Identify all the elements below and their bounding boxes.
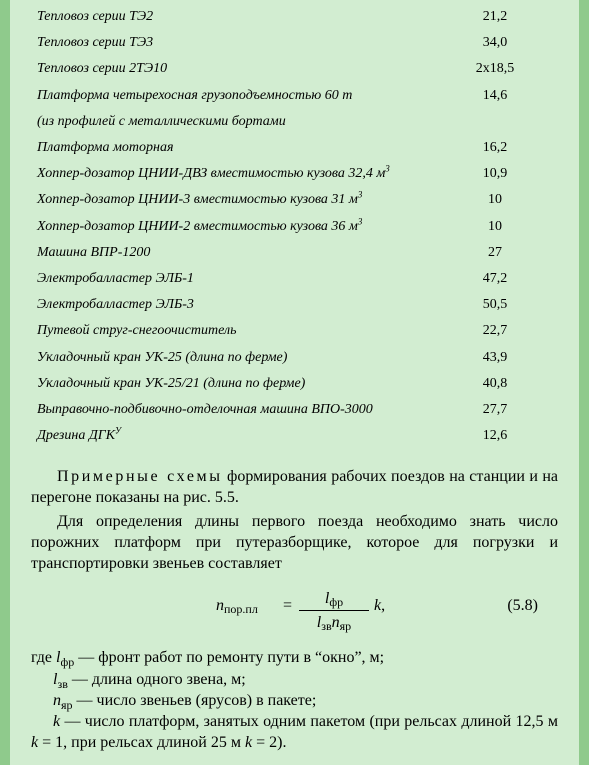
vehicle-name: Дрезина $ДГК^У$ (37, 425, 122, 444)
fraction-bar (299, 610, 369, 611)
table-row (31, 135, 558, 161)
formula-5-8 (31, 588, 558, 640)
vehicle-name: Хоппер-дозатор ЦНИИ-3 вместимостью кузова 31 $м^3$ (37, 189, 363, 208)
vehicle-length-value: 40,8 (482, 375, 508, 391)
vehicle-length-value: 27 (488, 244, 502, 260)
table-row (31, 371, 558, 397)
formula-numerator: $l_{фр}$ (324, 590, 344, 609)
table-row (31, 30, 558, 56)
table-row (31, 266, 558, 292)
vehicle-name: Тепловоз серии ТЭ3 (37, 35, 154, 51)
table-row (31, 161, 558, 187)
vehicle-name: Путевой струг-снегоочиститель (37, 323, 237, 339)
formula-equals: = (283, 597, 293, 614)
where-line-3: $n_{яр}$ — число звеньев (ярусов) в пакете; (53, 692, 317, 712)
where-line-1: где $l_{фр}$ — фронт работ по ремонту пути в “окно”, м; (31, 649, 385, 669)
table-row (31, 344, 558, 370)
table-row (31, 240, 558, 266)
table-row (31, 214, 558, 240)
table-row (31, 109, 558, 135)
table-row (31, 318, 558, 344)
vehicle-length-value: 21,2 (482, 9, 508, 25)
where-line-4: k — число платформ, занятых одним пакетом (при рельсах длиной 12,5 м k = 1, при рельсах длиной 25 м k = 2). (31, 713, 558, 751)
left-margin-stripe (0, 0, 10, 765)
table-row (31, 83, 558, 109)
vehicle-name: Укладочный кран УК-25 (длина по ферме) (37, 349, 288, 365)
vehicle-name: Платформа четырехосная грузоподъемностью 60 т (37, 87, 353, 103)
vehicle-name: Выправочно-подбивочно-отделочная машина ВПО-3000 (37, 401, 373, 417)
table-row (31, 397, 558, 423)
vehicle-name: Тепловоз серии 2ТЭ10 (37, 61, 168, 77)
vehicle-length-value: 43,9 (482, 349, 508, 365)
vehicle-length-value: 10 (488, 192, 502, 208)
table-row (31, 423, 558, 449)
formula-lhs: $n_{пор.пл}$ (216, 597, 258, 616)
vehicle-length-value: 2x18,5 (475, 61, 515, 77)
vehicle-name: Тепловоз серии ТЭ2 (37, 9, 154, 25)
paragraph-schemes (31, 466, 558, 508)
spaced-lead: Примерные схемы (57, 468, 223, 485)
vehicle-length-value: 10,9 (482, 166, 508, 182)
vehicle-length-value: 34,0 (482, 35, 508, 51)
vehicle-length-value: 50,5 (482, 297, 508, 313)
where-line-2: $l_{зв}$ — длина одного звена, м; (53, 671, 246, 691)
vehicle-name: Укладочный кран УК-25/21 (длина по ферме) (37, 375, 306, 391)
paragraph-schemes-rest: формирования рабочих поездов на станции и на перегоне показаны на рис. 5.5. (31, 468, 558, 506)
table-row (31, 292, 558, 318)
paragraph-definition: Для определения длины первого поезда необходимо знать число порожних платформ при путеразборщике, которое для погрузки и транспортировки звеньев составляет (31, 513, 558, 572)
vehicle-name: Платформа моторная (37, 140, 174, 156)
vehicle-name: Машина ВПР-1200 (37, 244, 151, 260)
vehicle-length-value: 10 (488, 218, 502, 234)
vehicle-length-value: 22,7 (482, 323, 508, 339)
vehicle-length-value: 47,2 (482, 270, 508, 286)
table-row (31, 187, 558, 213)
vehicle-length-value: 12,6 (482, 428, 508, 444)
formula-number: (5.8) (507, 597, 538, 614)
vehicle-name: Электробалластер ЭЛБ-3 (37, 297, 194, 313)
vehicle-name: Электробалластер ЭЛБ-1 (37, 270, 194, 286)
vehicle-name: Хоппер-дозатор ЦНИИ-2 вместимостью кузова 36 $м^3$ (37, 215, 363, 234)
vehicle-name: Хоппер-дозатор ЦНИИ-ДВЗ вместимостью кузова 32,4 $м^3$ (37, 163, 390, 182)
table-row (31, 4, 558, 30)
vehicle-length-value: 16,2 (482, 140, 508, 156)
right-margin-stripe (579, 0, 589, 765)
vehicle-length-table (31, 4, 558, 449)
formula-fraction (299, 588, 369, 633)
vehicle-length-value (440, 109, 558, 135)
vehicle-length-value: 14,6 (482, 87, 508, 103)
formula-factor: k, (374, 597, 386, 614)
vehicle-name: (из профилей с металлическими бортами (37, 113, 286, 129)
vehicle-length-value: 27,7 (482, 401, 508, 417)
formula-denominator: $l_{зв}n_{яр}$ (316, 614, 352, 633)
table-row (31, 56, 558, 82)
